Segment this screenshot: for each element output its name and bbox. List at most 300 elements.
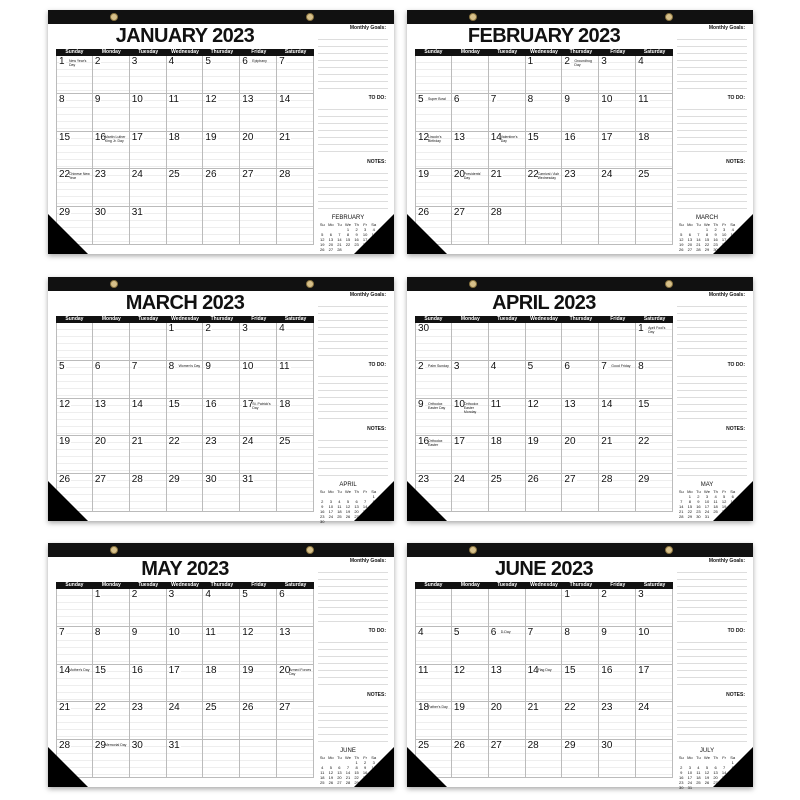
day-cell[interactable]: [277, 702, 314, 740]
day-cell[interactable]: [130, 740, 167, 778]
day-cell[interactable]: [56, 702, 93, 740]
day-cell[interactable]: [93, 702, 130, 740]
day-cell[interactable]: [203, 323, 240, 361]
day-cell[interactable]: [599, 702, 636, 740]
mini-weekday: We: [345, 222, 351, 227]
mini-day: 27: [730, 509, 735, 514]
notes-lines[interactable]: [677, 700, 747, 744]
day-cell[interactable]: [452, 56, 489, 94]
day-cell[interactable]: [562, 56, 599, 94]
day-cell[interactable]: [599, 589, 636, 627]
day-cell[interactable]: [452, 589, 489, 627]
day-number: 30: [418, 323, 430, 334]
day-number: 13: [564, 398, 576, 410]
day-cell[interactable]: [599, 94, 636, 132]
day-cell[interactable]: [93, 399, 130, 437]
day-cell[interactable]: [636, 665, 673, 703]
day-cell[interactable]: [56, 361, 93, 399]
monthly-goals-label: Monthly Goals:: [708, 558, 745, 564]
day-cell[interactable]: [130, 627, 167, 665]
day-cell[interactable]: [203, 399, 240, 437]
mini-weekday: Tu: [337, 222, 342, 227]
day-cell[interactable]: [167, 436, 204, 474]
day-cell[interactable]: [240, 169, 277, 207]
day-cell[interactable]: [526, 399, 563, 437]
day-cell[interactable]: [167, 323, 204, 361]
day-cell[interactable]: [599, 474, 636, 512]
day-cell[interactable]: [452, 132, 489, 170]
mini-weekday: Tu: [696, 222, 701, 227]
day-cell[interactable]: [56, 399, 93, 437]
mini-day: 22: [345, 242, 351, 247]
day-cell[interactable]: [562, 207, 599, 245]
day-cell[interactable]: [277, 169, 314, 207]
day-cell[interactable]: [415, 702, 452, 740]
day-cell[interactable]: [277, 207, 314, 245]
day-cell[interactable]: [599, 627, 636, 665]
day-cell[interactable]: [452, 702, 489, 740]
day-cell[interactable]: [56, 589, 93, 627]
day-cell[interactable]: [130, 361, 167, 399]
day-cell[interactable]: [489, 436, 526, 474]
mini-day: 16: [679, 775, 684, 780]
day-cell[interactable]: [526, 323, 563, 361]
day-number: 23: [601, 702, 613, 714]
day-cell[interactable]: [93, 56, 130, 94]
day-cell[interactable]: [562, 132, 599, 170]
mini-day: 22: [730, 775, 735, 780]
day-cell[interactable]: [452, 361, 489, 399]
day-cell[interactable]: [415, 399, 452, 437]
day-number: 5: [59, 360, 65, 372]
day-cell[interactable]: [240, 589, 277, 627]
day-cell[interactable]: [526, 207, 563, 245]
day-cell[interactable]: [56, 323, 93, 361]
goals-lines[interactable]: [318, 33, 388, 91]
mini-weekday: Sa: [730, 489, 736, 494]
day-number: 14: [601, 398, 613, 410]
day-cell[interactable]: [636, 361, 673, 399]
day-cell[interactable]: [93, 207, 130, 245]
day-cell[interactable]: [240, 323, 277, 361]
day-cell[interactable]: [240, 132, 277, 170]
day-cell[interactable]: [203, 132, 240, 170]
day-cell[interactable]: [203, 627, 240, 665]
day-cell[interactable]: [636, 436, 673, 474]
mini-day: 17: [362, 237, 368, 242]
day-cell[interactable]: [93, 474, 130, 512]
day-cell[interactable]: [203, 474, 240, 512]
day-cell[interactable]: [526, 361, 563, 399]
day-cell[interactable]: [636, 589, 673, 627]
mini-weekday: Th: [354, 489, 359, 494]
day-cell[interactable]: [130, 207, 167, 245]
month-grid: [415, 49, 673, 245]
day-cell[interactable]: [526, 702, 563, 740]
day-cell[interactable]: [599, 323, 636, 361]
todo-lines[interactable]: [318, 103, 388, 155]
day-cell[interactable]: [277, 323, 314, 361]
day-cell[interactable]: [415, 323, 452, 361]
day-cell[interactable]: [415, 589, 452, 627]
day-cell[interactable]: [599, 665, 636, 703]
notes-lines[interactable]: [677, 434, 747, 478]
todo-lines[interactable]: [677, 636, 747, 688]
mini-day: 9: [355, 232, 358, 237]
day-cell[interactable]: [167, 665, 204, 703]
day-cell[interactable]: [636, 323, 673, 361]
day-cell[interactable]: [167, 207, 204, 245]
day-cell[interactable]: [93, 740, 130, 778]
day-cell[interactable]: [277, 665, 314, 703]
day-cell[interactable]: [93, 665, 130, 703]
goals-lines[interactable]: [677, 566, 747, 624]
day-cell[interactable]: [489, 740, 526, 778]
day-cell[interactable]: [277, 474, 314, 512]
day-cell[interactable]: [240, 627, 277, 665]
todo-lines[interactable]: [677, 370, 747, 422]
mini-weekday: Th: [354, 755, 359, 760]
day-cell[interactable]: [167, 361, 204, 399]
mini-day: 22: [687, 509, 693, 514]
day-cell[interactable]: [56, 436, 93, 474]
day-cell[interactable]: [240, 94, 277, 132]
mini-day: 8: [731, 765, 734, 770]
day-cell[interactable]: [277, 361, 314, 399]
day-cell[interactable]: [415, 94, 452, 132]
day-cell[interactable]: [599, 56, 636, 94]
day-cell[interactable]: [56, 56, 93, 94]
day-cell[interactable]: [562, 589, 599, 627]
day-cell[interactable]: [452, 474, 489, 512]
day-number: 11: [418, 664, 429, 676]
day-cell[interactable]: [130, 589, 167, 627]
day-cell[interactable]: [636, 474, 673, 512]
day-cell[interactable]: [489, 132, 526, 170]
day-cell[interactable]: [526, 665, 563, 703]
day-cell[interactable]: [489, 56, 526, 94]
hanging-grommet-left: [110, 546, 118, 554]
mini-weekday: Sa: [730, 755, 736, 760]
mini-day: 29: [687, 514, 693, 519]
day-cell[interactable]: [526, 94, 563, 132]
mini-day: 30: [362, 780, 368, 785]
day-cell[interactable]: [93, 436, 130, 474]
day-cell[interactable]: [240, 665, 277, 703]
day-cell[interactable]: [167, 56, 204, 94]
day-cell[interactable]: [599, 361, 636, 399]
day-cell[interactable]: [240, 207, 277, 245]
day-cell[interactable]: [203, 436, 240, 474]
day-cell[interactable]: [130, 665, 167, 703]
day-cell[interactable]: [415, 436, 452, 474]
day-cell[interactable]: [636, 94, 673, 132]
day-cell[interactable]: [599, 740, 636, 778]
day-cell[interactable]: [277, 94, 314, 132]
day-cell[interactable]: [599, 169, 636, 207]
goals-lines[interactable]: [677, 300, 747, 358]
day-cell[interactable]: [636, 702, 673, 740]
day-cell[interactable]: [415, 132, 452, 170]
day-cell[interactable]: [203, 665, 240, 703]
day-cell[interactable]: [562, 399, 599, 437]
day-cell[interactable]: [93, 361, 130, 399]
day-cell[interactable]: [562, 740, 599, 778]
day-cell[interactable]: [415, 56, 452, 94]
day-cell[interactable]: [130, 474, 167, 512]
corner-protector-left: [48, 481, 88, 521]
day-cell[interactable]: [203, 94, 240, 132]
day-cell[interactable]: [636, 399, 673, 437]
day-cell[interactable]: [203, 702, 240, 740]
day-cell[interactable]: [636, 740, 673, 778]
day-cell[interactable]: [130, 94, 167, 132]
day-cell[interactable]: [56, 169, 93, 207]
mini-day: 21: [362, 509, 368, 514]
day-cell[interactable]: [599, 207, 636, 245]
day-number: 28: [279, 169, 291, 181]
day-number: 9: [131, 626, 138, 638]
binding-bar: [48, 10, 394, 24]
day-cell[interactable]: [526, 474, 563, 512]
mini-day: 23: [713, 242, 718, 247]
day-cell[interactable]: [526, 589, 563, 627]
notes-lines[interactable]: [318, 434, 388, 478]
mini-weekday: Tu: [696, 489, 701, 494]
day-cell[interactable]: [240, 361, 277, 399]
day-cell[interactable]: [277, 436, 314, 474]
day-cell[interactable]: [562, 169, 599, 207]
next-month-title: MARCH: [696, 215, 718, 221]
day-cell[interactable]: [526, 56, 563, 94]
goals-lines[interactable]: [318, 566, 388, 624]
mini-day: 22: [354, 775, 359, 780]
day-cell[interactable]: [452, 207, 489, 245]
weekday-label: Tuesday: [497, 582, 518, 588]
day-cell[interactable]: [489, 702, 526, 740]
day-cell[interactable]: [452, 627, 489, 665]
corner-protector-left: [407, 747, 447, 787]
day-cell[interactable]: [130, 436, 167, 474]
day-cell[interactable]: [489, 323, 526, 361]
day-cell[interactable]: [489, 399, 526, 437]
weekday-label: Sunday: [65, 316, 84, 322]
day-cell[interactable]: [277, 589, 314, 627]
day-cell[interactable]: [167, 589, 204, 627]
day-cell[interactable]: [167, 474, 204, 512]
mini-day: 4: [731, 227, 734, 232]
day-cell[interactable]: [636, 169, 673, 207]
day-number: 3: [638, 589, 644, 600]
mini-day: 12: [328, 770, 334, 775]
day-cell[interactable]: [130, 399, 167, 437]
day-cell[interactable]: [599, 436, 636, 474]
day-cell[interactable]: [489, 207, 526, 245]
day-cell[interactable]: [130, 323, 167, 361]
day-cell[interactable]: [240, 436, 277, 474]
day-cell[interactable]: [93, 323, 130, 361]
holiday-note: April Fool's Day: [648, 326, 666, 334]
day-cell[interactable]: [452, 169, 489, 207]
day-number: 2: [205, 323, 211, 334]
day-cell[interactable]: [562, 627, 599, 665]
month-grid: [415, 316, 673, 512]
mini-day: 29: [354, 780, 359, 785]
day-cell[interactable]: [167, 702, 204, 740]
day-number: 27: [242, 169, 254, 181]
mini-weekday: Th: [354, 222, 359, 227]
day-cell[interactable]: [277, 740, 314, 778]
day-number: 1: [527, 56, 534, 67]
todo-lines[interactable]: [318, 370, 388, 422]
notes-lines[interactable]: [318, 700, 388, 744]
day-cell[interactable]: [93, 627, 130, 665]
day-cell[interactable]: [56, 94, 93, 132]
binding-bar: [48, 277, 394, 291]
day-cell[interactable]: [240, 474, 277, 512]
day-cell[interactable]: [167, 132, 204, 170]
day-cell[interactable]: [489, 665, 526, 703]
day-cell[interactable]: [167, 399, 204, 437]
goals-lines[interactable]: [677, 33, 747, 91]
day-cell[interactable]: [526, 627, 563, 665]
goals-lines[interactable]: [318, 300, 388, 358]
day-cell[interactable]: [489, 361, 526, 399]
mini-weekday: Sa: [371, 755, 377, 760]
day-cell[interactable]: [277, 132, 314, 170]
holiday-note: Armed Forces Day: [289, 667, 312, 676]
day-cell[interactable]: [130, 56, 167, 94]
mini-day: 23: [354, 242, 359, 247]
mini-weekday: Mo: [687, 222, 693, 227]
mini-day: 23: [696, 509, 701, 514]
day-cell[interactable]: [167, 94, 204, 132]
day-cell[interactable]: [56, 627, 93, 665]
holiday-note: Mother's Day: [69, 667, 90, 672]
day-cell[interactable]: [203, 589, 240, 627]
mini-day: 18: [320, 775, 325, 780]
day-cell[interactable]: [56, 665, 93, 703]
day-cell[interactable]: [240, 399, 277, 437]
day-cell[interactable]: [93, 132, 130, 170]
day-cell[interactable]: [415, 361, 452, 399]
day-number: 31: [168, 740, 180, 752]
day-cell[interactable]: [240, 740, 277, 778]
day-cell[interactable]: [167, 740, 204, 778]
day-number: 4: [205, 589, 211, 600]
mini-day: 24: [371, 775, 376, 780]
day-cell[interactable]: [452, 740, 489, 778]
day-cell[interactable]: [93, 169, 130, 207]
notes-lines[interactable]: [677, 167, 747, 211]
day-cell[interactable]: [203, 740, 240, 778]
day-cell[interactable]: [489, 169, 526, 207]
day-cell[interactable]: [240, 702, 277, 740]
day-cell[interactable]: [636, 627, 673, 665]
mini-day: 26: [721, 509, 727, 514]
mini-weekday: Su: [319, 755, 325, 760]
day-cell[interactable]: [203, 361, 240, 399]
mini-day: 6: [714, 765, 717, 770]
day-number: 29: [94, 740, 106, 752]
day-cell[interactable]: [489, 94, 526, 132]
day-cell[interactable]: [562, 361, 599, 399]
day-cell[interactable]: [452, 323, 489, 361]
weekday-label: Wednesday: [171, 49, 199, 55]
day-cell[interactable]: [167, 169, 204, 207]
day-cell[interactable]: [489, 589, 526, 627]
day-cell[interactable]: [526, 169, 563, 207]
day-number: 16: [418, 436, 430, 448]
day-cell[interactable]: [93, 94, 130, 132]
day-number: 18: [490, 436, 502, 448]
day-cell[interactable]: [93, 589, 130, 627]
day-cell[interactable]: [452, 436, 489, 474]
weekday-label: Saturday: [284, 316, 307, 322]
day-cell[interactable]: [636, 132, 673, 170]
day-cell[interactable]: [562, 702, 599, 740]
day-cell[interactable]: [562, 323, 599, 361]
day-cell[interactable]: [489, 627, 526, 665]
mini-day: 20: [328, 242, 334, 247]
day-cell[interactable]: [277, 56, 314, 94]
todo-lines[interactable]: [318, 636, 388, 688]
day-cell[interactable]: [415, 665, 452, 703]
day-cell[interactable]: [526, 740, 563, 778]
day-cell[interactable]: [452, 665, 489, 703]
notes-lines[interactable]: [318, 167, 388, 211]
day-cell[interactable]: [167, 627, 204, 665]
day-cell[interactable]: [599, 132, 636, 170]
day-cell[interactable]: [452, 399, 489, 437]
day-cell[interactable]: [452, 94, 489, 132]
day-cell[interactable]: [277, 399, 314, 437]
day-cell[interactable]: [562, 665, 599, 703]
month-title: JANUARY 2023: [115, 25, 255, 47]
day-cell[interactable]: [203, 207, 240, 245]
next-month-title: JULY: [699, 748, 715, 754]
day-cell[interactable]: [56, 132, 93, 170]
day-cell[interactable]: [415, 627, 452, 665]
day-cell[interactable]: [203, 169, 240, 207]
day-cell[interactable]: [130, 132, 167, 170]
day-cell[interactable]: [526, 436, 563, 474]
day-cell[interactable]: [636, 207, 673, 245]
mini-day: 11: [320, 770, 325, 775]
day-cell[interactable]: [489, 474, 526, 512]
todo-label: TO DO:: [368, 628, 386, 634]
day-cell[interactable]: [562, 436, 599, 474]
day-cell[interactable]: [130, 702, 167, 740]
mini-day: 12: [721, 499, 727, 504]
day-cell[interactable]: [203, 56, 240, 94]
day-cell[interactable]: [562, 474, 599, 512]
mini-weekday: Su: [678, 222, 684, 227]
todo-lines[interactable]: [677, 103, 747, 155]
day-cell[interactable]: [599, 399, 636, 437]
day-cell[interactable]: [415, 169, 452, 207]
mini-day: 11: [371, 232, 376, 237]
day-cell[interactable]: [636, 56, 673, 94]
weekday-label: Wednesday: [171, 316, 199, 322]
day-cell[interactable]: [240, 56, 277, 94]
day-cell[interactable]: [277, 627, 314, 665]
day-cell[interactable]: [526, 132, 563, 170]
mini-day: 17: [328, 509, 334, 514]
day-cell[interactable]: [562, 94, 599, 132]
day-cell[interactable]: [130, 169, 167, 207]
notes-label: NOTES:: [367, 426, 386, 432]
